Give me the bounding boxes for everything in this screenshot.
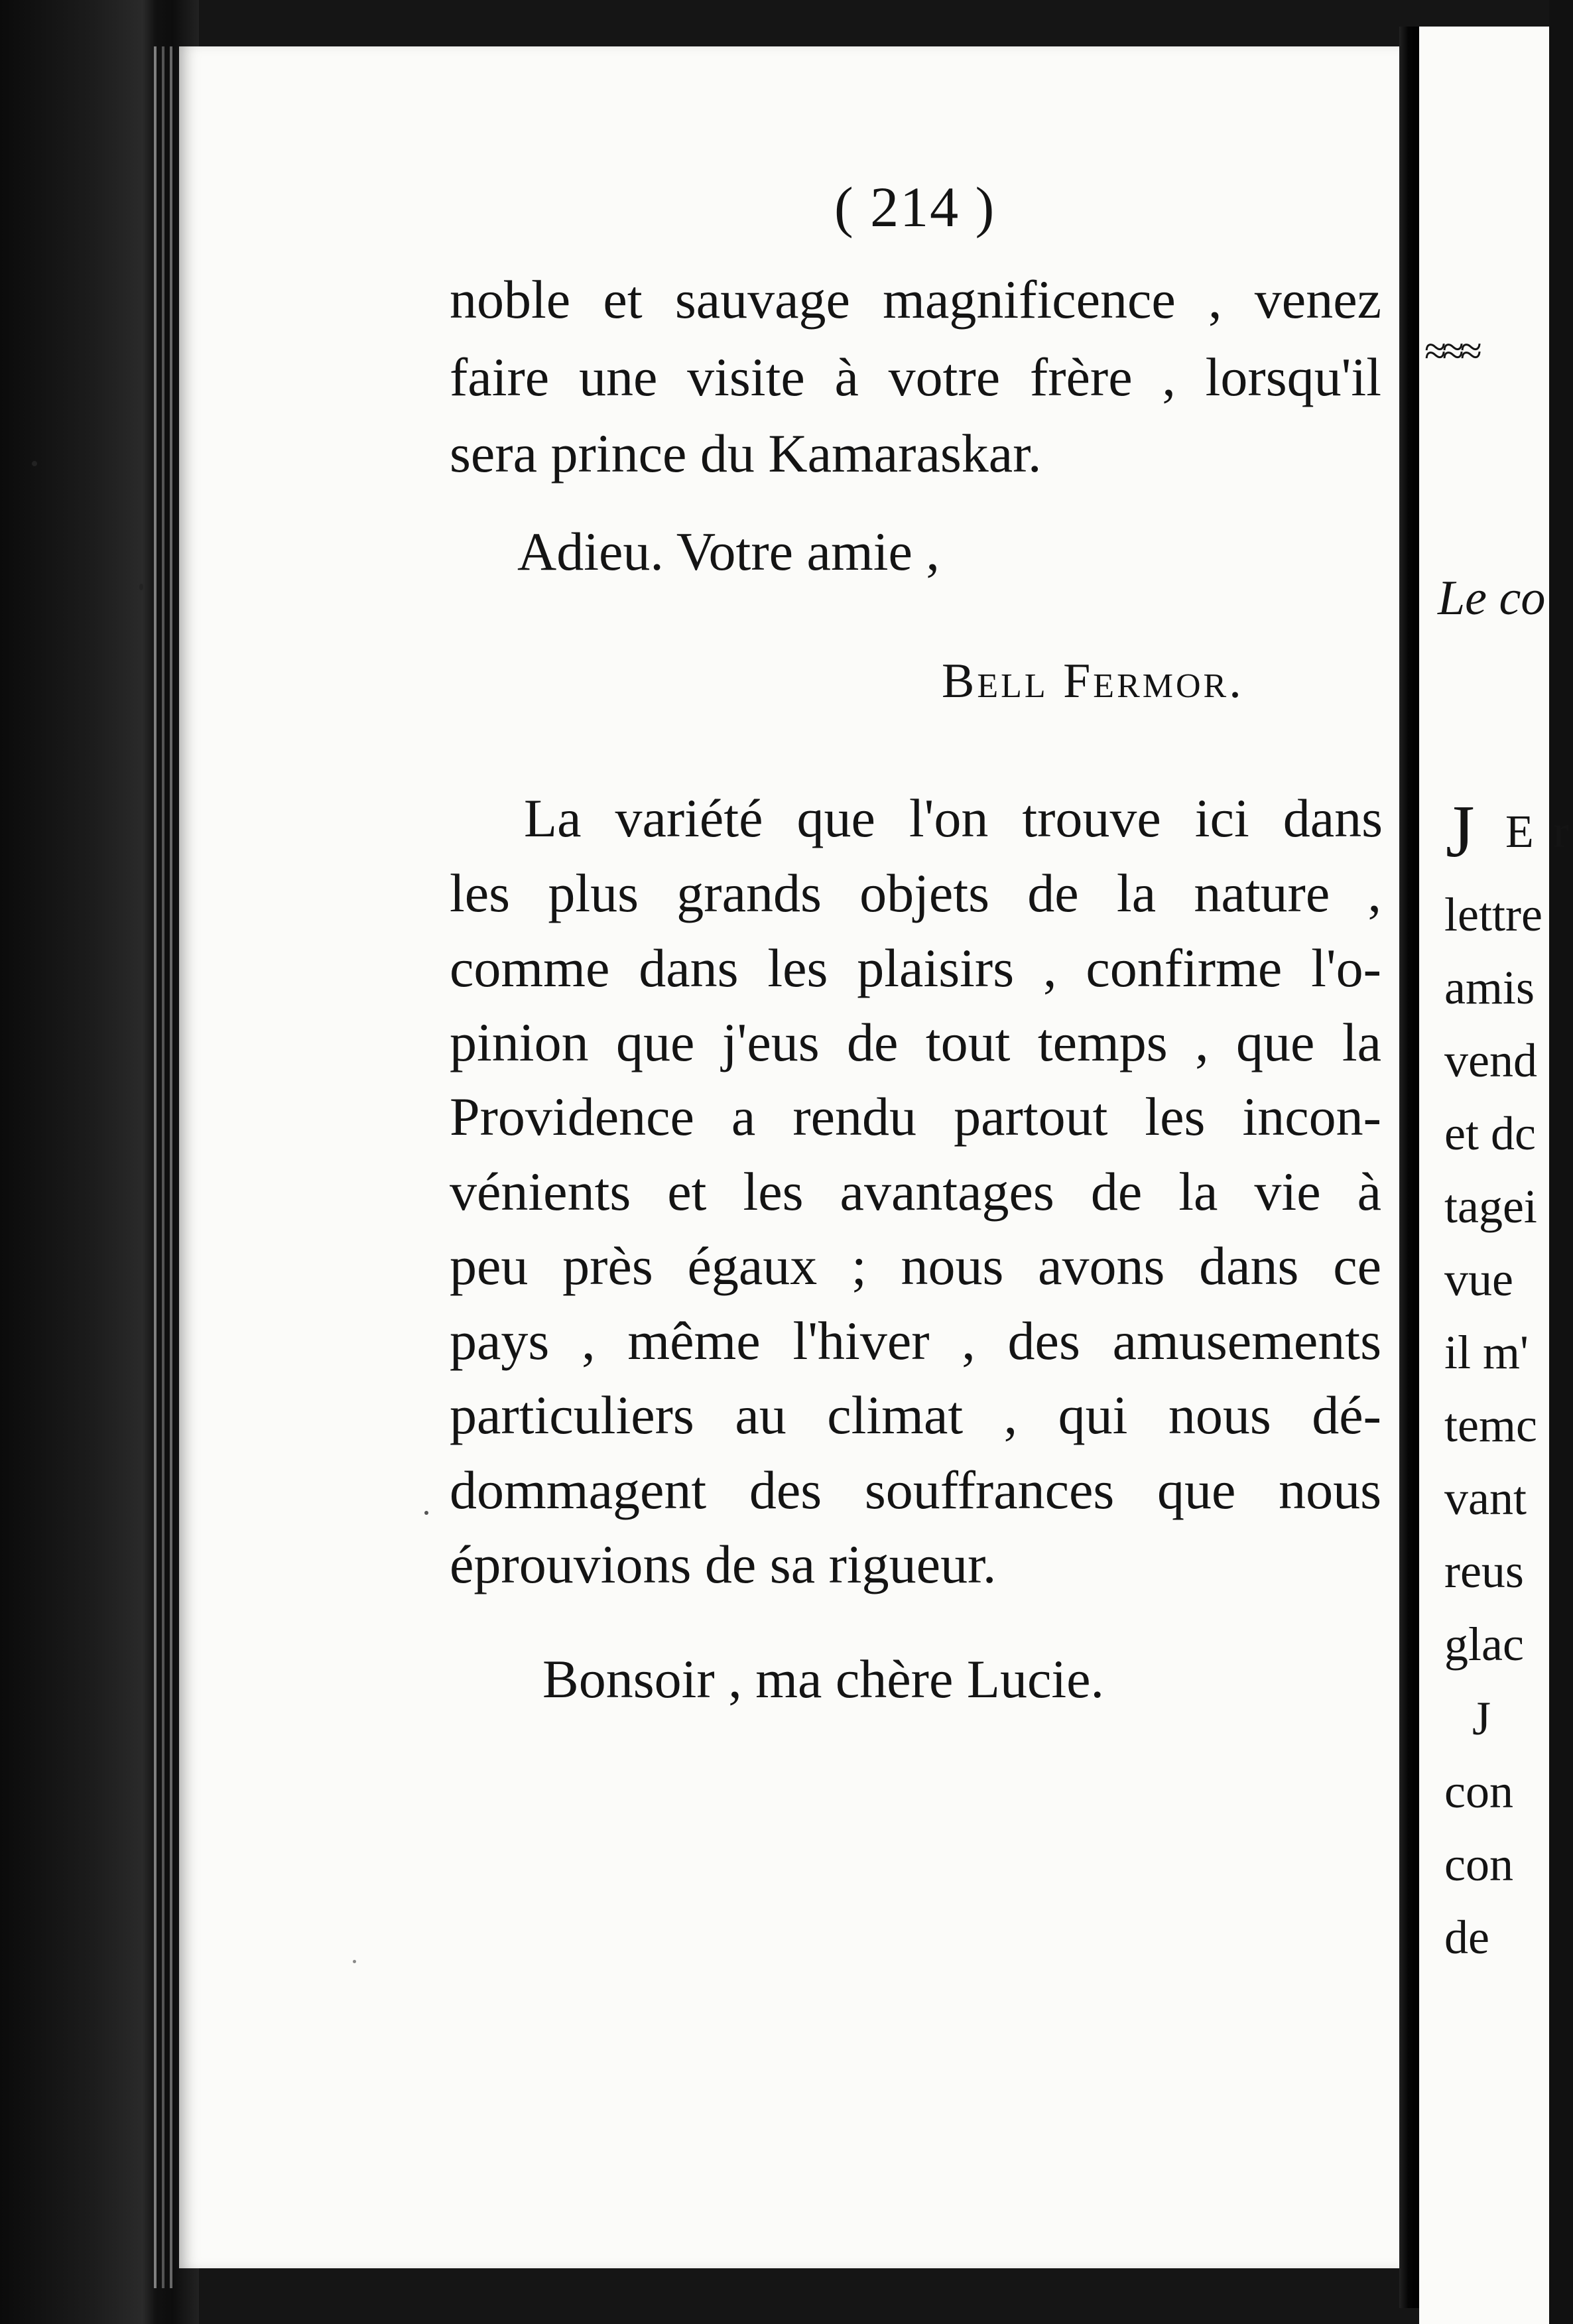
facing-text-fragment: J <box>1472 1692 1491 1745</box>
text-line: comme dans les plaisirs , confirme l'o- <box>450 938 1381 998</box>
text-line: La variété que l'on trouve ici dans <box>524 788 1383 848</box>
facing-text-fragment: lettre <box>1444 888 1542 941</box>
facing-text-fragment: vant <box>1444 1472 1527 1525</box>
signature: Bell Fermor. <box>942 654 1244 708</box>
text-line: pinion que j'eus de tout temps , que la <box>450 1012 1381 1072</box>
page-edge <box>170 46 172 2288</box>
facing-text-fragment: E r <box>1505 807 1573 858</box>
text-line: éprouvions de sa rigueur. <box>450 1534 997 1594</box>
text-line: particuliers au climat , qui nous dé- <box>450 1385 1381 1445</box>
right-facing-page <box>1419 27 1573 2324</box>
text-line: les plus grands objets de la nature , <box>450 863 1381 923</box>
text-line: Providence a rendu partout les incon- <box>450 1086 1381 1147</box>
text-line: peu près égaux ; nous avons dans ce <box>450 1236 1381 1296</box>
scan-speck <box>353 1960 356 1963</box>
scan-speck <box>424 1511 428 1515</box>
facing-text-fragment: tagei <box>1444 1180 1537 1233</box>
scan-speck <box>32 461 37 466</box>
scan-speck <box>139 584 143 590</box>
facing-text-fragment: con <box>1444 1838 1513 1891</box>
facing-text-fragment: glac <box>1444 1618 1524 1671</box>
facing-text-fragment: et dc <box>1444 1107 1536 1160</box>
facing-text-fragment: vue <box>1444 1253 1513 1306</box>
facing-text-fragment: temc <box>1444 1399 1537 1452</box>
facing-text-fragment: amis <box>1444 961 1535 1014</box>
drop-cap: J <box>1446 791 1475 873</box>
facing-text-fragment: vend <box>1444 1034 1537 1087</box>
page-gutter <box>1399 27 1419 2308</box>
facing-text-fragment: il m' <box>1444 1326 1529 1379</box>
page-number: ( 214 ) <box>834 175 996 239</box>
text-line: Bonsoir , ma chère Lucie. <box>542 1649 1105 1709</box>
text-line: dommagent des souffrances que nous <box>450 1460 1381 1520</box>
text-line: sera prince du Kamaraskar. <box>450 423 1042 484</box>
facing-text-fragment: reus <box>1444 1545 1524 1598</box>
text-line: vénients et les avantages de la vie à <box>450 1161 1381 1222</box>
ornament-rule: ≈≈≈ <box>1424 329 1478 373</box>
page-edge <box>154 46 157 2288</box>
book-binding <box>0 0 199 2324</box>
text-line: pays , même l'hiver , des amusements <box>450 1311 1381 1371</box>
text-line: noble et sauvage magnificence , venez <box>450 269 1381 330</box>
page-edge <box>162 46 164 2288</box>
facing-text-fragment: de <box>1444 1911 1489 1964</box>
facing-text-fragment: con <box>1444 1765 1513 1818</box>
facing-page-heading: Le co <box>1438 571 1546 625</box>
closing-line: Adieu. Votre amie , <box>517 521 940 582</box>
text-line: faire une visite à votre frère , lorsqu'il <box>450 347 1381 407</box>
